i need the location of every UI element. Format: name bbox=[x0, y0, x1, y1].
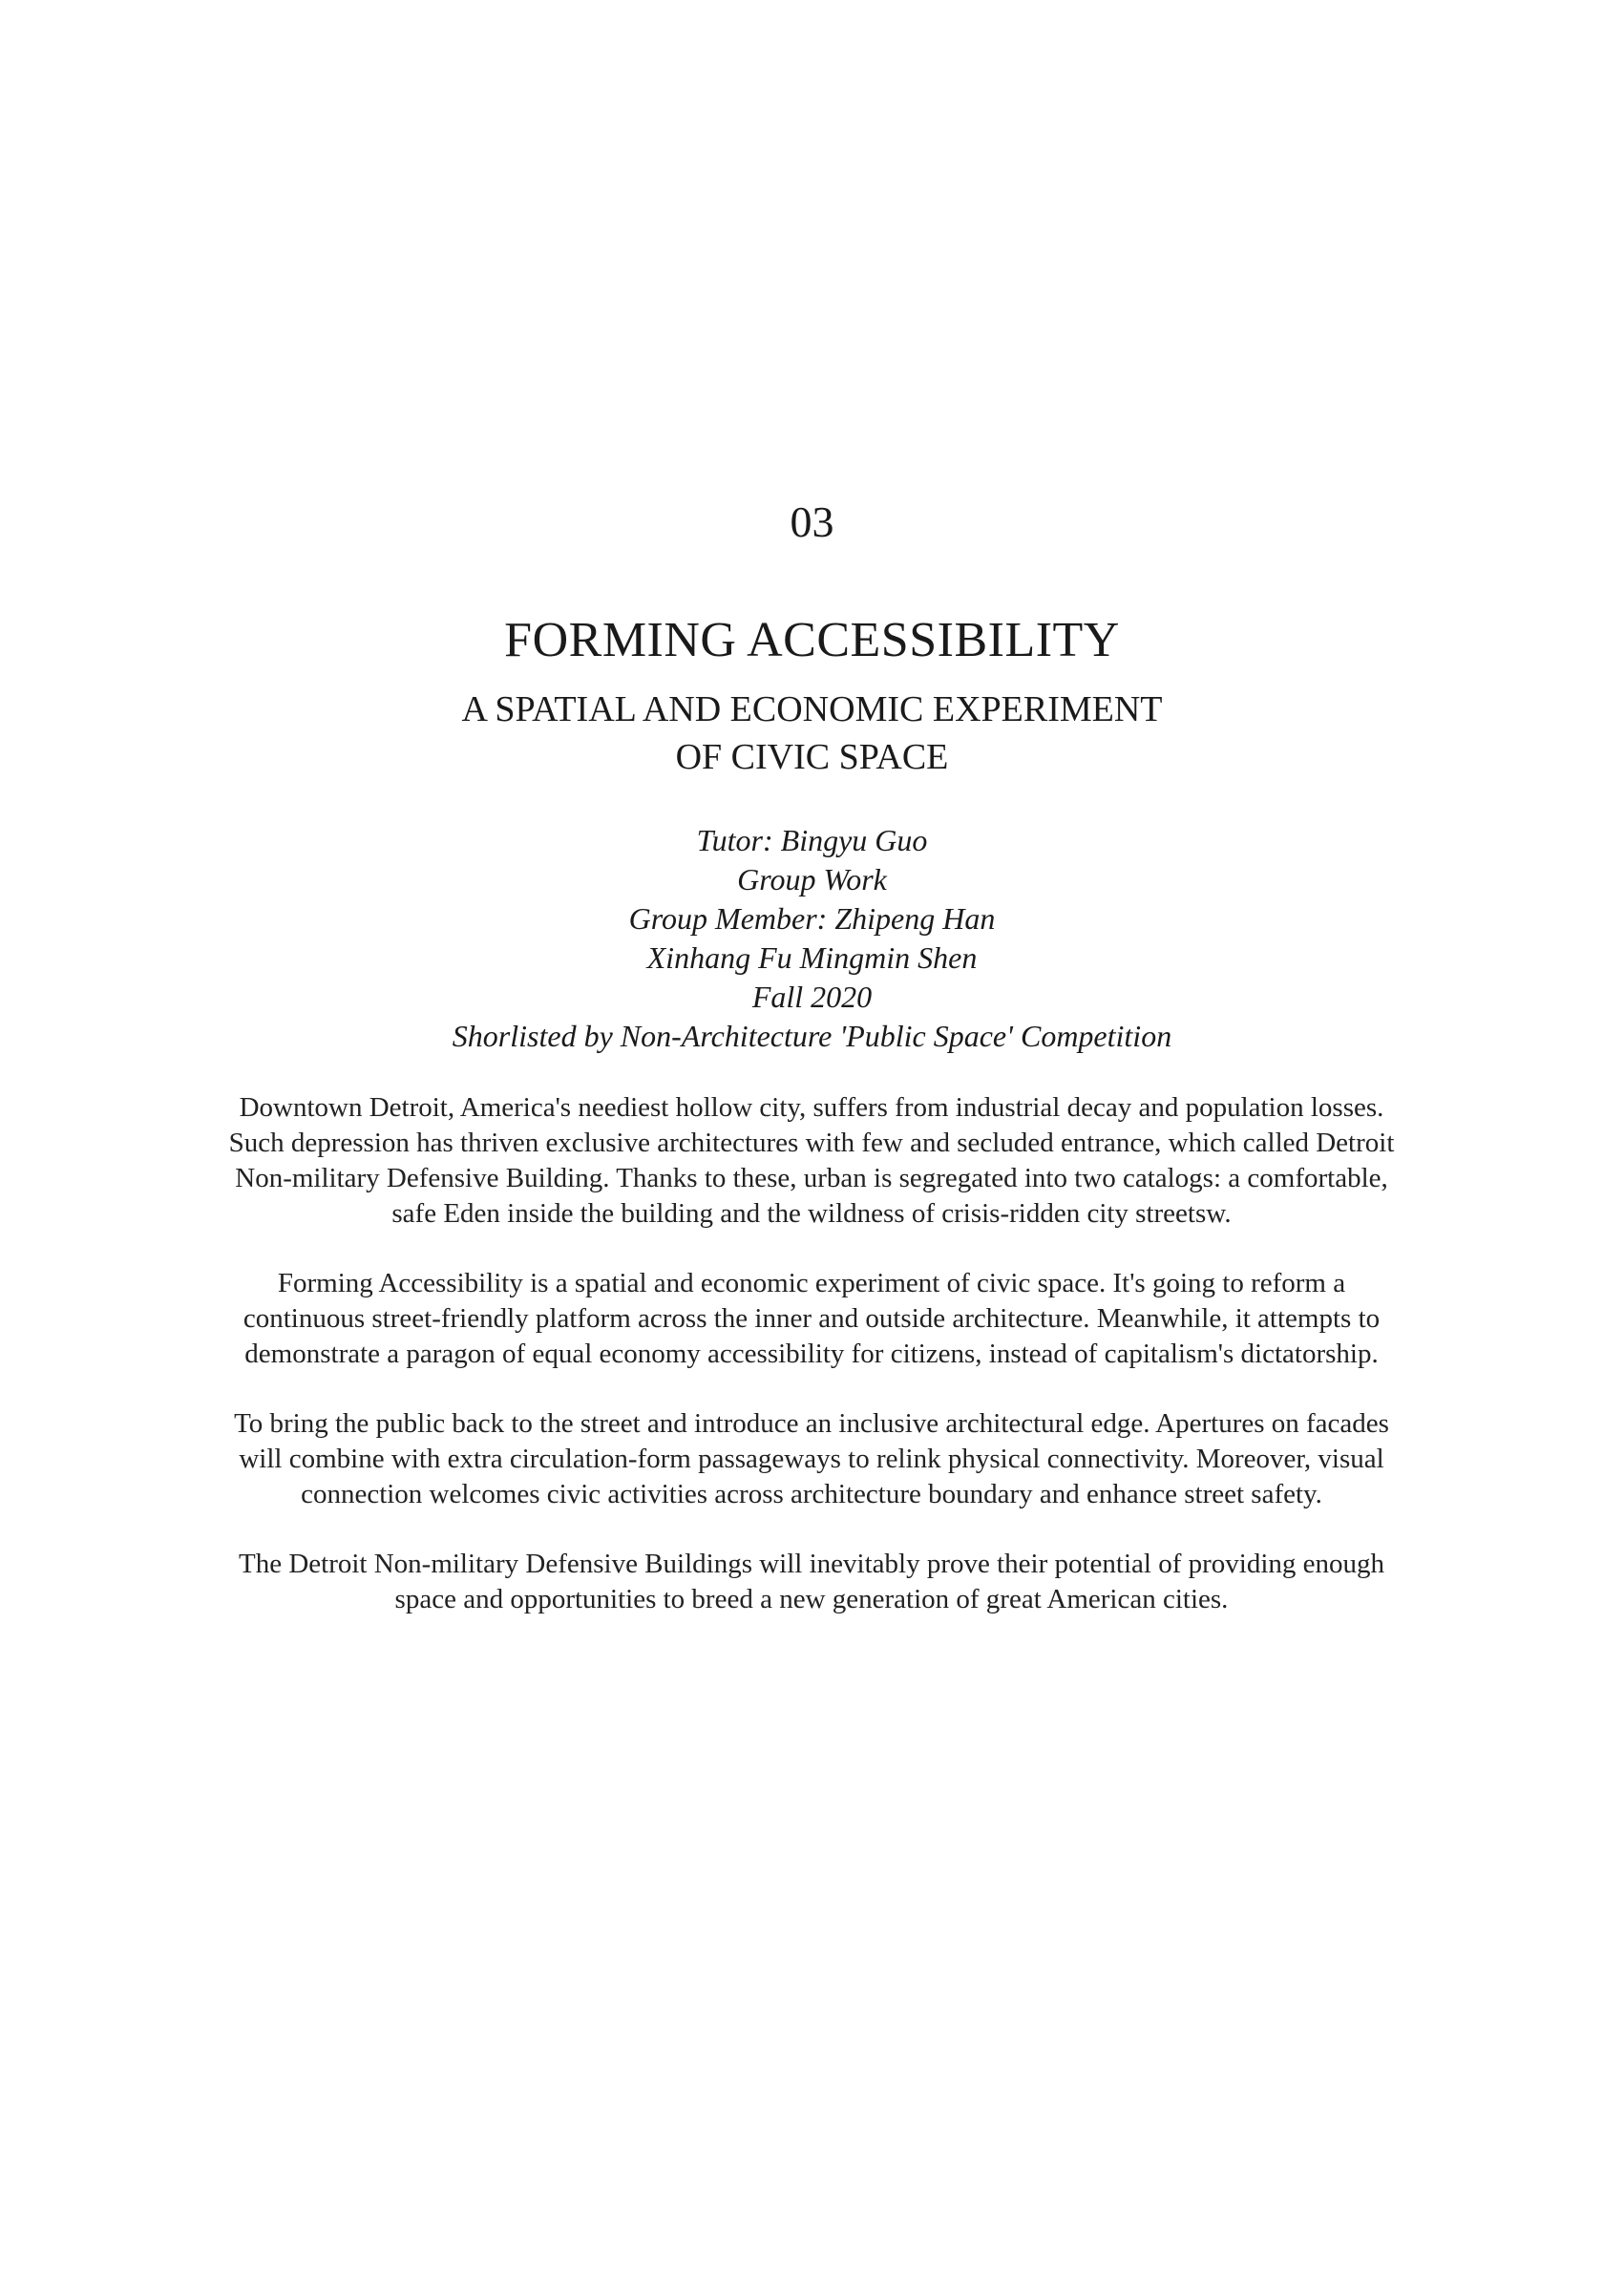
credits bbox=[0, 821, 1624, 1056]
subtitle-line: A SPATIAL AND ECONOMIC EXPERIMENT bbox=[461, 689, 1163, 729]
page-title: FORMING ACCESSIBILITY bbox=[504, 613, 1120, 667]
paragraph: Downtown Detroit, America's neediest hollow city, suffers from industrial decay and population losses. Such depression has thriven exclusive architectures with few and secluded entrance, which called Detroit Non-military Defensive Building. Thanks to these, urban is segregated into two catalogs: a comfortable, safe Eden inside the building and the wildness of crisis-ridden city streetsw. bbox=[228, 1092, 1395, 1229]
credit-work-type: Group Work bbox=[737, 862, 887, 896]
body-text bbox=[220, 1090, 1403, 1652]
section-number: 03 bbox=[790, 497, 834, 546]
credit-term: Fall 2020 bbox=[751, 980, 873, 1014]
credit-group-member: Group Member: Zhipeng Han bbox=[628, 901, 996, 936]
paragraph: To bring the public back to the street and introduce an inclusive architectural edge. Apertures on facades will combine with extra circulation-form passageways to relink physical connectivity. Moreover, visual connection welcomes civic activities across architecture boundary and enhance street safety. bbox=[234, 1408, 1389, 1509]
paragraph: Forming Accessibility is a spatial and economic experiment of civic space. It's going to reform a continuous street-friendly platform across the inner and outside architecture. Meanwhile, it attempts to demonstrate a paragon of equal economy accessibility for citizens, instead of capitalism's dictatorship. bbox=[243, 1268, 1381, 1369]
subtitle bbox=[0, 686, 1624, 781]
credit-tutor: Tutor: Bingyu Guo bbox=[696, 823, 928, 857]
paragraph: The Detroit Non-military Defensive Buildings will inevitably prove their potential of providing enough space and opportunities to breed a new generation of great American cities. bbox=[238, 1549, 1385, 1614]
subtitle-line: OF CIVIC SPACE bbox=[675, 737, 949, 777]
credit-group-member-cont: Xinhang Fu Mingmin Shen bbox=[646, 940, 978, 975]
credit-award: Shorlisted by Non-Architecture 'Public Space' Competition bbox=[452, 1019, 1172, 1053]
